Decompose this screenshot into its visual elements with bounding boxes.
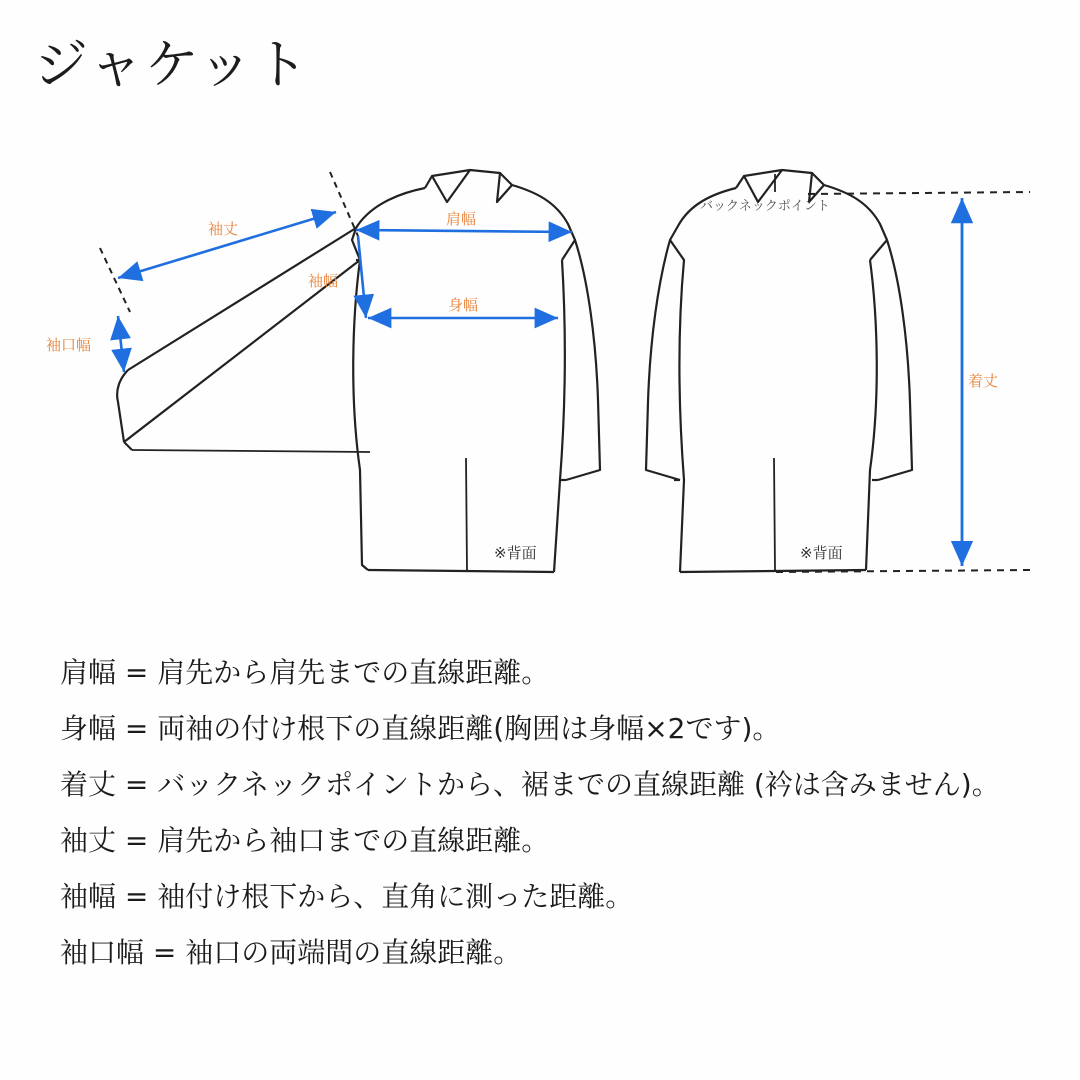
label-sleeve-width: 袖幅	[308, 272, 339, 290]
label-body-width: 身幅	[448, 296, 479, 314]
body-width-arrow	[368, 296, 558, 318]
page-title: ジャケット	[34, 33, 311, 96]
label-sleeve-length: 袖丈	[208, 220, 239, 238]
right-jacket-outline	[646, 170, 912, 572]
label-total-length: 着丈	[968, 372, 999, 390]
legend-item: 袖幅 = 袖付け根下から、直角に測った距離。	[60, 880, 634, 913]
left-back-note: ※背面	[494, 544, 537, 562]
total-length-arrow	[776, 192, 1030, 572]
shoulder-width-arrow	[356, 210, 572, 232]
cuff-width-arrow	[46, 316, 124, 372]
legend-list	[60, 645, 1040, 981]
label-back-neck-point: バックネックポイント	[700, 199, 830, 214]
legend-item: 袖丈 = 肩先から袖口までの直線距離。	[60, 824, 550, 857]
legend-item: 着丈 = バックネックポイントから、裾までの直線距離 (衿は含みません)。	[60, 768, 1000, 801]
label-cuff-width: 袖口幅	[46, 336, 92, 354]
right-back-note: ※背面	[800, 544, 843, 562]
legend-item: 肩幅 = 肩先から肩先までの直線距離。	[60, 656, 550, 689]
legend-item: 袖口幅 = 袖口の両端間の直線距離。	[60, 936, 522, 969]
measurement-diagram	[0, 140, 1080, 620]
label-shoulder-width: 肩幅	[446, 210, 477, 228]
legend-item: 身幅 = 両袖の付け根下の直線距離(胸囲は身幅×2です)。	[60, 712, 781, 745]
